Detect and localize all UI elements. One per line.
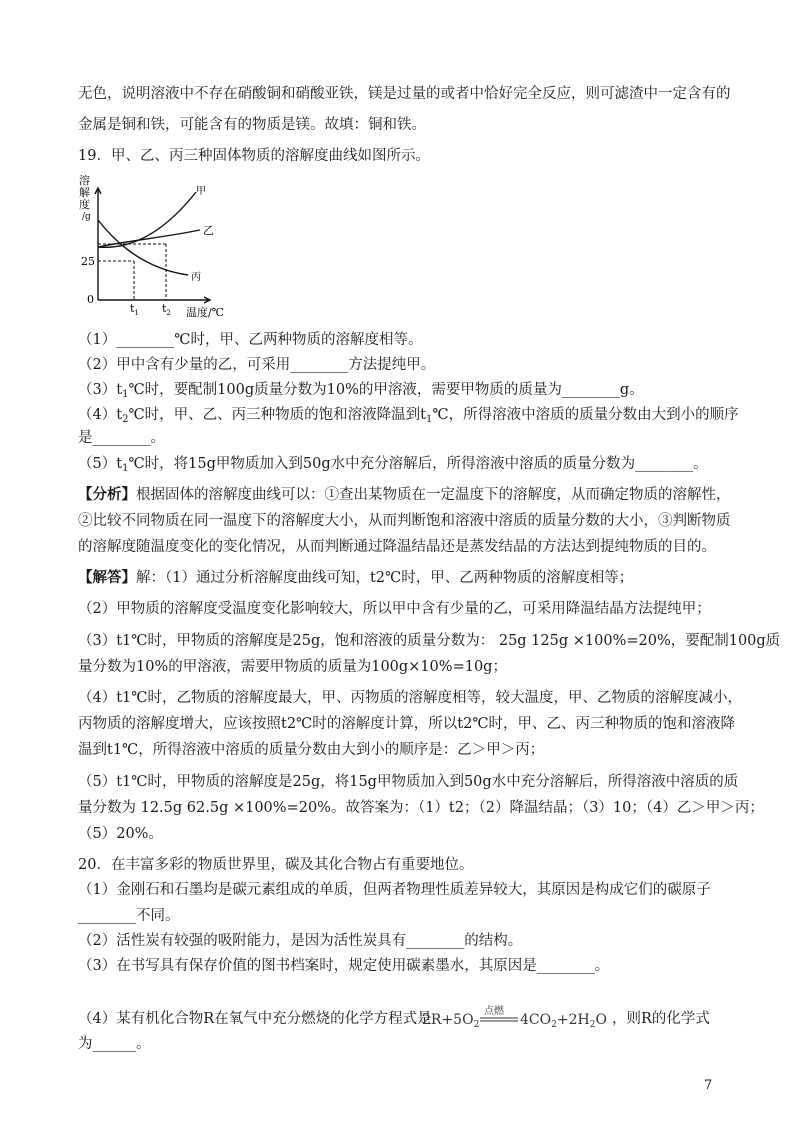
ylabel-char: 溶 bbox=[79, 174, 90, 187]
ylabel-char: 解 bbox=[79, 186, 90, 199]
origin-label: 0 bbox=[87, 293, 94, 306]
y-tick-25: 25 bbox=[81, 255, 95, 268]
question-20-part-4: （4）某有机化合物R在氧气中充分燃烧的化学方程式是 bbox=[78, 1011, 432, 1027]
xlabel: 温度/℃ bbox=[186, 306, 225, 319]
x-tick-t2: $t_2$ bbox=[162, 302, 171, 317]
ylabel-unit: /g bbox=[82, 212, 91, 222]
equation-rhs: $4CO_2+2H_2O$ bbox=[520, 1012, 607, 1030]
text-line: 无色，说明溶液中不存在硝酸铜和硝酸亚铁，镁是过量的或者中恰好完全反应，则可滤渣中一定含有的 bbox=[78, 86, 731, 102]
question-19-title: 19．甲、乙、丙三种固体物质的溶解度曲线如图所示。 bbox=[78, 148, 430, 164]
label-jia: 甲 bbox=[196, 186, 206, 197]
analysis-line: ②比较不同物质在同一温度下的溶解度大小，从而判断饱和溶液中溶质的质量分数的大小，③判断物质 bbox=[78, 513, 731, 529]
analysis-line: 的溶解度随温度变化的变化情况，从而判断通过降温结晶还是蒸发结晶的方法达到提纯物质的目的。 bbox=[78, 539, 716, 555]
answer-line: （3）t1℃时，甲物质的溶解度是25g，饱和溶液的质量分数为： 25g 125g ×100%=20%，要配制100g质 bbox=[78, 633, 781, 649]
ylabel-char: 度 bbox=[79, 198, 90, 211]
question-20-title: 20．在丰富多彩的物质世界里，碳及其化合物占有重要地位。 bbox=[78, 857, 474, 873]
question-19-part-4: $(4)t_2℃$时，甲、乙、丙三种物质的饱和溶液降温到$t_1℃$，所得溶液中溶质的质量分数由大到小的顺序 bbox=[78, 407, 739, 425]
question-20-part-1: （1）金刚石和石墨均是碳元素组成的单质，但两者物理性质差异较大，其原因是构成它们的碳原子 bbox=[78, 882, 711, 898]
question-19-part-2: （2）甲中含有少量的乙，可采用________方法提纯甲。 bbox=[78, 357, 436, 373]
question-20-part-1-cont: ________不同。 bbox=[78, 908, 180, 924]
question-20-part-4-tail: ，则R的化学式 bbox=[612, 1011, 710, 1027]
combustion-equation bbox=[422, 1004, 610, 1030]
question-19-part-3: $(3)t_1℃$时，要配制100g质量分数为10%的甲溶液，需要甲物质的质量为________g。 bbox=[78, 382, 644, 400]
text-line: 金属是铜和铁，可能含有的物质是镁。故填：铜和铁。 bbox=[78, 117, 426, 133]
question-20-part-3: （3）在书写具有保存价值的图书档案时，规定使用碳素墨水，其原因是________。 bbox=[78, 958, 610, 974]
equation-condition: 点燃 bbox=[484, 1006, 504, 1017]
equation-lhs: $2R+5O_2$ bbox=[422, 1012, 480, 1030]
answer-line: 丙物质的溶解度增大，应该按照t2℃时的溶解度计算，所以t2℃时，甲、乙、丙三种物质的饱和溶液降 bbox=[78, 716, 736, 732]
answer-line: （5）20%。 bbox=[78, 826, 163, 842]
page-number: 7 bbox=[704, 1078, 713, 1093]
question-20-part-4-cont: 为______。 bbox=[78, 1036, 151, 1052]
question-20-part-2: （2）活性炭有较强的吸附能力，是因为活性炭具有________的结构。 bbox=[78, 933, 523, 949]
label-bing: 丙 bbox=[191, 272, 201, 283]
answer-line: 温到t1℃，所得溶液中溶质的质量分数由大到小的顺序是：乙＞甲＞丙； bbox=[78, 742, 545, 758]
answer-line: （5）t1℃时，甲物质的溶解度是25g，将15g甲物质加入到50g水中充分溶解后，所得溶液中溶质的质 bbox=[78, 774, 739, 790]
answer-line: （2）甲物质的溶解度受温度变化影响较大，所以甲中含有少量的乙，可采用降温结晶方法提纯甲； bbox=[78, 601, 711, 617]
label-yi: 乙 bbox=[203, 224, 214, 237]
solubility-curve-chart bbox=[78, 172, 258, 322]
answer-line: 量分数为10%的甲溶液，需要甲物质的质量为100g×10%=10g； bbox=[78, 659, 507, 675]
analysis-line: 【分析】根据固体的溶解度曲线可以：①查出某物质在一定温度下的溶解度，从而确定物质的溶解性， bbox=[78, 486, 731, 503]
x-tick-t1: $t_1$ bbox=[130, 302, 139, 317]
answer-line: （4）t1℃时，乙物质的溶解度最大，甲、丙物质的溶解度相等，较大温度，甲、乙物质的溶解度减小， bbox=[78, 690, 742, 706]
question-19-part-1: （1）________℃时，甲、乙两种物质的溶解度相等。 bbox=[78, 332, 423, 348]
question-19-part-5: $(5)t_1℃$时，将15g甲物质加入到50g水中充分溶解后，所得溶液中溶质的质量分数为________。 bbox=[78, 456, 708, 474]
answer-line: 量分数为 12.5g 62.5g ×100%=20%。故答案为：（1）t2；（2）降温结晶；（3）10；（4）乙＞甲＞丙； bbox=[78, 800, 764, 816]
answer-line: 【解答】解：（1）通过分析溶解度曲线可知，t2℃时，甲、乙两种物质的溶解度相等； bbox=[78, 569, 634, 586]
question-19-part-4-cont: 是________。 bbox=[78, 430, 165, 446]
